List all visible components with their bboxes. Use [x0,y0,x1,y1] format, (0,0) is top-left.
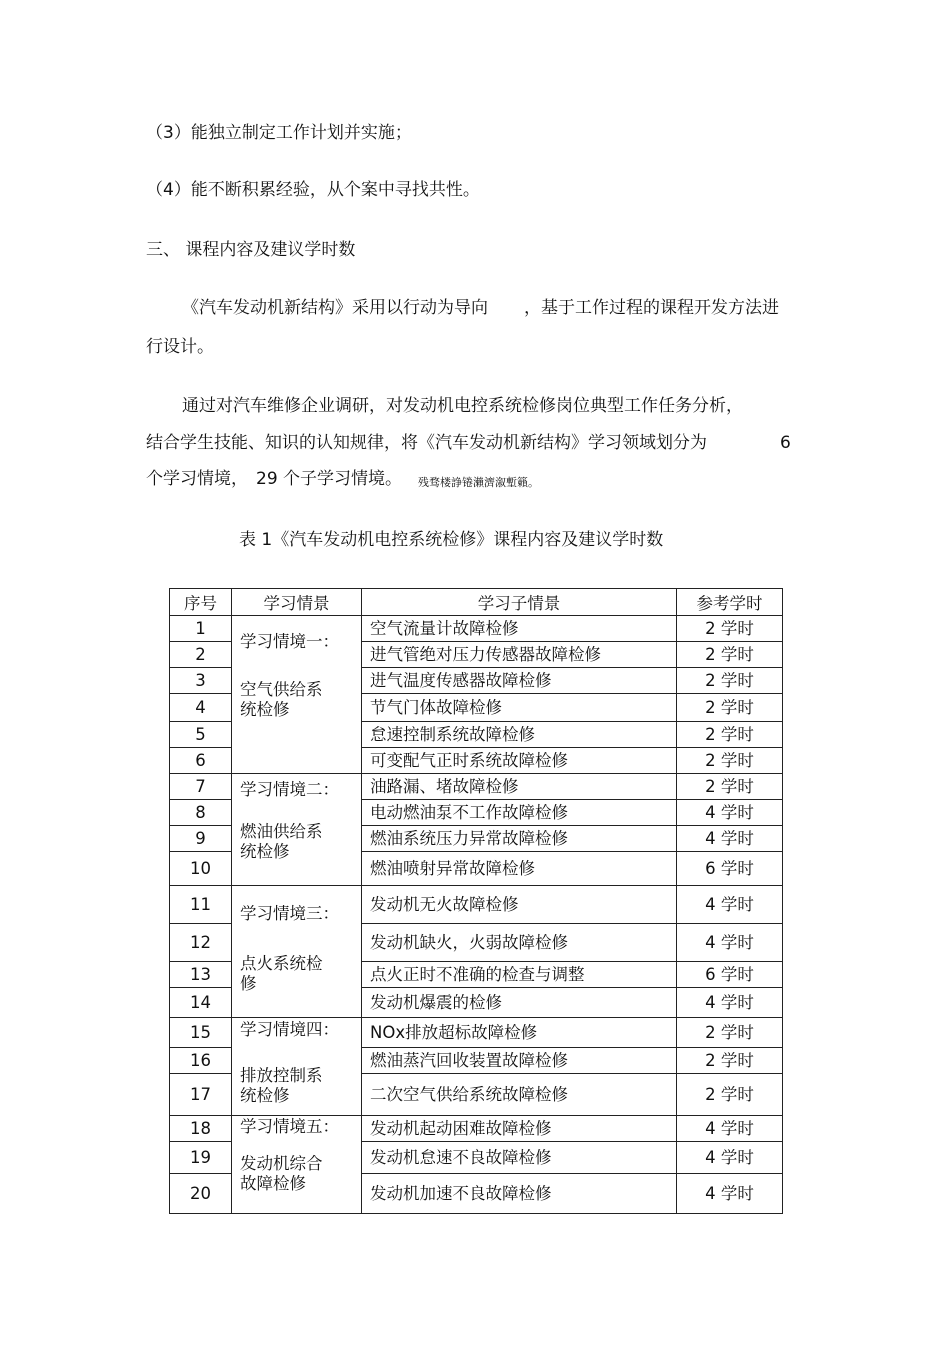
scenario-label: 学习情境四： [240,1020,339,1039]
scenario-name: 点火系统检 [240,954,323,973]
list-item-4: （4）能不断积累经验，从个案中寻找共性。 [146,180,480,200]
scenario-label: 学习情境三： [240,904,339,923]
sub-scenario: 可变配气正时系统故障检修 [362,748,677,774]
hours: 2 学时 [677,642,783,668]
scenario-name-cont: 修 [240,974,257,993]
hours: 2 学时 [677,668,783,694]
row-number: 5 [170,722,232,748]
table-row [170,1116,783,1142]
sub-scenario: 发动机无火故障检修 [362,886,677,924]
sub-scenario: 发动机缺火，火弱故障检修 [362,924,677,962]
hours: 2 学时 [677,694,783,722]
sub-scenario: 电动燃油泵不工作故障检修 [362,800,677,826]
scenario-name-cont: 统检修 [240,842,290,861]
header-no: 序号 [170,589,232,616]
sub-scenario: 点火正时不准确的检查与调整 [362,962,677,988]
list-item-3: （3）能独立制定工作计划并实施； [146,123,412,143]
hours: 2 学时 [677,722,783,748]
sub-scenario: 空气流量计故障检修 [362,616,677,642]
hours: 2 学时 [677,1074,783,1116]
row-number: 13 [170,962,232,988]
scenario-group-3 [232,886,362,1018]
scenario-label: 学习情境一： [240,632,339,651]
scenario-group-1 [232,616,362,774]
hours: 6 学时 [677,962,783,988]
scenario-name: 发动机综合 [240,1154,323,1173]
hours: 2 学时 [677,1048,783,1074]
sub-scenario: 怠速控制系统故障检修 [362,722,677,748]
sub-scenario: 燃油系统压力异常故障检修 [362,826,677,852]
course-content-table [169,588,783,1214]
sub-scenario: 进气温度传感器故障检修 [362,668,677,694]
row-number: 18 [170,1116,232,1142]
sub-scenario: 油路漏、堵故障检修 [362,774,677,800]
section-heading: 三、 课程内容及建议学时数 [146,240,356,260]
scenario-name-cont: 故障检修 [240,1174,306,1193]
paragraph-1-line-1a: 《汽车发动机新结构》采用以行动为导向 [182,298,488,318]
row-number: 20 [170,1174,232,1214]
table-row [170,616,783,642]
hours: 4 学时 [677,924,783,962]
row-number: 10 [170,852,232,886]
hours: 4 学时 [677,1174,783,1214]
row-number: 4 [170,694,232,722]
row-number: 2 [170,642,232,668]
paragraph-2-line-1: 通过对汽车维修企业调研，对发动机电控系统检修岗位典型工作任务分析， [182,396,743,416]
scenario-group-2 [232,774,362,886]
row-number: 8 [170,800,232,826]
header-sub-scenario: 学习子情景 [362,589,677,616]
row-number: 9 [170,826,232,852]
hours: 2 学时 [677,774,783,800]
table-row [170,886,783,924]
sub-scenario: 节气门体故障检修 [362,694,677,722]
paragraph-1-line-1b: ，基于工作过程的课程开发方法进 [524,298,779,318]
sub-scenario: 燃油蒸汽回收装置故障检修 [362,1048,677,1074]
scenario-name-cont: 统检修 [240,700,290,719]
paragraph-2-line-3a: 个学习情境， [146,469,248,489]
sub-scenario: 发动机爆震的检修 [362,988,677,1018]
table-row [170,774,783,800]
scenario-label: 学习情境五： [240,1117,339,1136]
row-number: 7 [170,774,232,800]
paragraph-2-line-3b: 29 个子学习情境。 [256,469,403,489]
header-scenario: 学习情景 [232,589,362,616]
table-row [170,1018,783,1048]
sub-scenario: 发动机起动困难故障检修 [362,1116,677,1142]
sub-scenario: 发动机加速不良故障检修 [362,1174,677,1214]
sub-scenario: 燃油喷射异常故障检修 [362,852,677,886]
sub-scenario: 进气管绝对压力传感器故障检修 [362,642,677,668]
scenario-name-cont: 统检修 [240,1086,290,1105]
scenario-group-4 [232,1018,362,1116]
table-caption: 表 1《汽车发动机电控系统检修》课程内容及建议学时数 [239,530,664,550]
hours: 4 学时 [677,800,783,826]
sub-scenario: 发动机怠速不良故障检修 [362,1142,677,1174]
row-number: 6 [170,748,232,774]
sub-scenario: NOx排放超标故障检修 [362,1018,677,1048]
scenario-group-5 [232,1116,362,1214]
scenario-label: 学习情境二： [240,780,339,799]
table-header-row [170,589,783,616]
paragraph-2-noise-text: 残骛楼諍锩瀨濟溆塹籟。 [418,476,539,489]
row-number: 17 [170,1074,232,1116]
hours: 4 学时 [677,1116,783,1142]
hours: 4 学时 [677,886,783,924]
hours: 2 学时 [677,748,783,774]
scenario-name: 空气供给系 [240,680,323,699]
row-number: 3 [170,668,232,694]
row-number: 16 [170,1048,232,1074]
hours: 4 学时 [677,826,783,852]
scenario-name: 排放控制系 [240,1066,323,1085]
hours: 6 学时 [677,852,783,886]
paragraph-1-line-2: 行设计。 [146,337,214,357]
row-number: 12 [170,924,232,962]
row-number: 19 [170,1142,232,1174]
hours: 2 学时 [677,1018,783,1048]
header-hours: 参考学时 [677,589,783,616]
row-number: 11 [170,886,232,924]
paragraph-2-line-2-number: 6 [780,433,791,453]
scenario-name: 燃油供给系 [240,822,323,841]
hours: 4 学时 [677,988,783,1018]
hours: 2 学时 [677,616,783,642]
row-number: 15 [170,1018,232,1048]
paragraph-2-line-2: 结合学生技能、知识的认知规律，将《汽车发动机新结构》学习领域划分为 [146,433,707,453]
row-number: 14 [170,988,232,1018]
row-number: 1 [170,616,232,642]
sub-scenario: 二次空气供给系统故障检修 [362,1074,677,1116]
hours: 4 学时 [677,1142,783,1174]
